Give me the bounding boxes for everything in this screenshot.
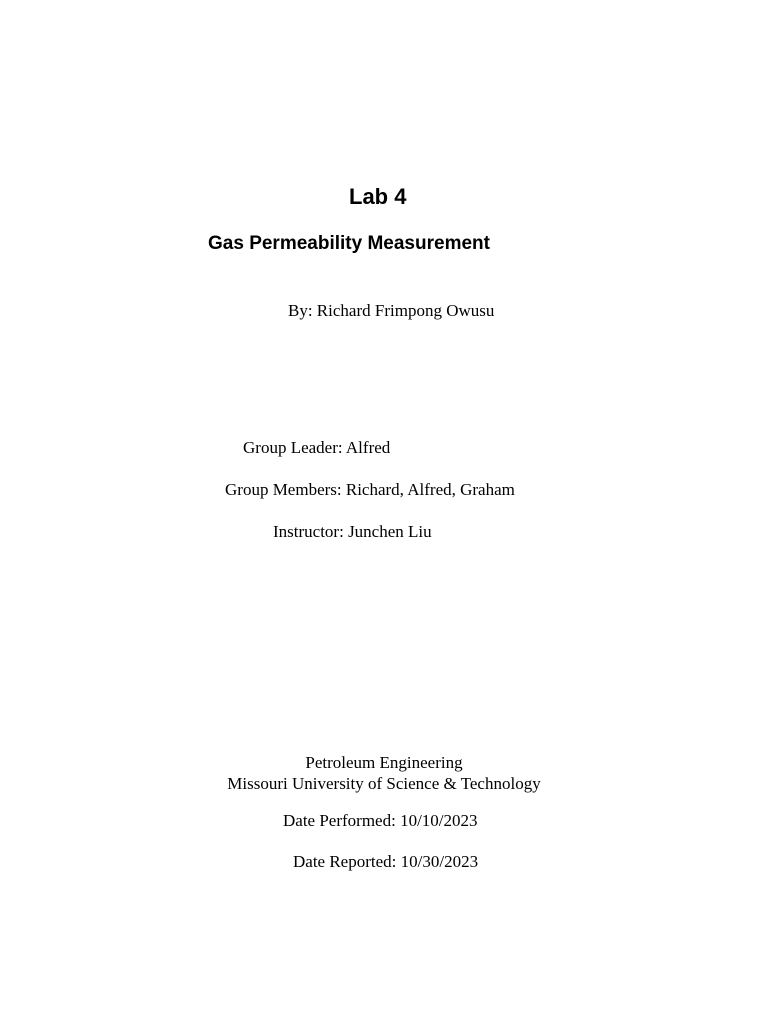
group-members: Group Members: Richard, Alfred, Graham (225, 480, 515, 499)
group-leader: Group Leader: Alfred (243, 438, 391, 457)
department: Petroleum Engineering (305, 753, 463, 772)
instructor: Instructor: Junchen Liu (273, 522, 432, 541)
document-subtitle: Gas Permeability Measurement (208, 233, 490, 254)
date-reported: Date Reported: 10/30/2023 (293, 852, 479, 871)
university: Missouri University of Science & Technology (227, 774, 541, 793)
document-title: Lab 4 (349, 184, 407, 209)
author-line: By: Richard Frimpong Owusu (288, 301, 495, 320)
date-performed: Date Performed: 10/10/2023 (283, 811, 478, 830)
